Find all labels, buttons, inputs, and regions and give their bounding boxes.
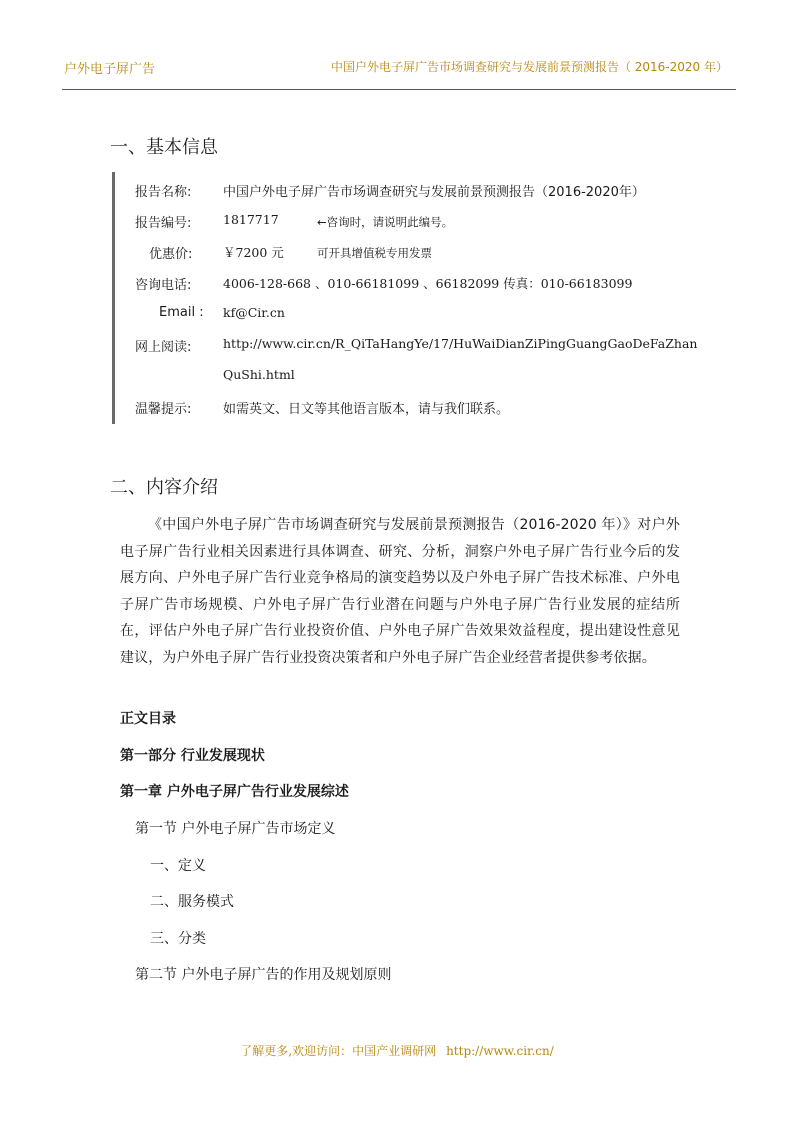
online-read-url-line2[interactable]: QuShi.html: [223, 367, 295, 382]
email-value[interactable]: kf@Cir.cn: [223, 305, 285, 320]
toc-item-classification: 三、分类: [150, 931, 206, 947]
basic-info-box: [112, 172, 698, 424]
toc-heading: 正文目录: [120, 711, 176, 727]
price-label: 优惠价:: [149, 247, 193, 262]
page-footer: [0, 1042, 794, 1059]
header-right-title: 中国户外电子屏广告市场调查研究与发展前景预测报告（ 2016-2020 年）: [330, 60, 728, 74]
section-content-intro-title: 二、内容介绍: [110, 477, 218, 498]
toc-section-1: 第一节 户外电子屏广告市场定义: [135, 821, 336, 837]
tip-value: 如需英文、日文等其他语言版本，请与我们联系。: [223, 402, 510, 417]
section-basic-info-title: 一、基本信息: [110, 137, 218, 158]
toc-part-1: 第一部分 行业发展现状: [120, 748, 265, 764]
footer-url-link[interactable]: http://www.cir.cn/: [446, 1044, 554, 1058]
report-id-value: 1817717: [223, 212, 279, 227]
phone-value: 4006-128-668 、010-66181099 、66182099 传真：010-66183099: [223, 276, 633, 291]
header-left-title: 户外电子屏广告: [64, 62, 156, 77]
report-name-label: 报告名称:: [135, 185, 192, 200]
phone-label: 咨询电话:: [135, 278, 192, 293]
toc-item-definition: 一、定义: [150, 858, 206, 874]
toc-item-service-mode: 二、服务模式: [150, 894, 234, 910]
report-id-label: 报告编号:: [135, 216, 192, 231]
online-read-url-line1[interactable]: http://www.cir.cn/R_QiTaHangYe/17/HuWaiDianZiPingGuangGaoDeFaZhan: [223, 336, 698, 351]
header-divider: [62, 89, 736, 90]
report-name-value: 中国户外电子屏广告市场调查研究与发展前景预测报告（2016-2020年）: [223, 185, 645, 200]
report-id-note: ←咨询时，请说明此编号。: [317, 215, 454, 229]
intro-paragraph: 《中国户外电子屏广告市场调查研究与发展前景预测报告（2016-2020 年）》对户外电子屏广告行业相关因素进行具体调查、研究、分析，洞察户外电子屏广告行业今后的发展方向、户外电子屏广告行业竞争格局的演变趋势以及户外电子屏广告技术标准、户外电子屏广告市场规模、户外电子屏广告行业潜在问题与户外电子屏广告行业发展的症结所在，评估户外电子屏广告行业投资价值、户外电子屏广告效果效益程度，提出建设性意见建议，为户外电子屏广告行业投资决策者和户外电子屏广告企业经营者提供参考依据。: [120, 517, 680, 666]
invoice-note: 可开具增值税专用发票: [317, 246, 432, 260]
toc-section-2: 第二节 户外电子屏广告的作用及规划原则: [135, 967, 392, 983]
email-label: Email :: [159, 305, 204, 320]
price-value: ￥7200 元: [223, 245, 284, 260]
footer-text: 了解更多,欢迎访问：中国产业调研网: [240, 1044, 437, 1058]
toc-chapter-1: 第一章 户外电子屏广告行业发展综述: [120, 784, 349, 800]
online-read-label: 网上阅读:: [135, 340, 192, 355]
tip-label: 温馨提示:: [135, 402, 192, 417]
